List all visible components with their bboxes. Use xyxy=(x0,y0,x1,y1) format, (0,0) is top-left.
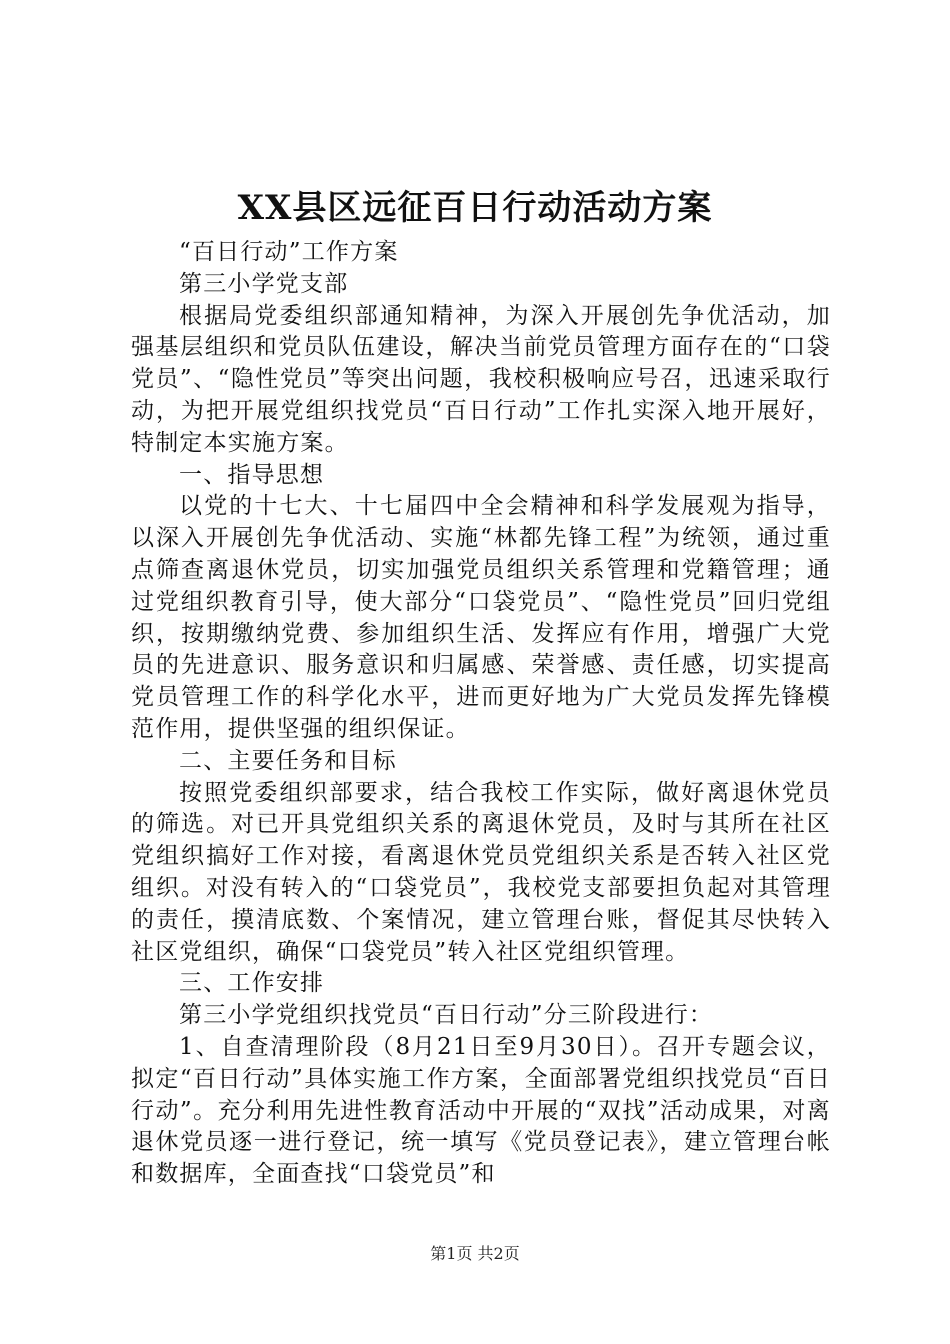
document-title: XX县区远征百日行动活动方案 xyxy=(237,188,713,228)
paragraph-stage-one: 1、自查清理阶段（8月21日至9月30日）。召开专题会议，拟定“百日行动”具体实施工作方案，全面部署党组织找党员“百日行动”。充分利用先进性教育活动中开展的“双找”活动成果，对离退休党员逐一进行登记，统一填写《党员登记表》，建立管理台帐和数据库，全面查找“口袋党员”和 xyxy=(131,1033,831,1188)
document-body xyxy=(131,237,831,1191)
section-heading-guiding-thought: 一、指导思想 xyxy=(179,461,325,488)
section-heading-work-arrangement: 三、工作安排 xyxy=(179,970,325,997)
section-heading-tasks-goals: 二、主要任务和目标 xyxy=(179,747,397,774)
page-footer: 第1页 共2页 xyxy=(430,1244,520,1263)
paragraph-intro: 根据局党委组织部通知精神，为深入开展创先争优活动，加强基层组织和党员队伍建设，解决当前党员管理方面存在的“口袋党员”、“隐性党员”等突出问题，我校积极响应号召，迅速采取行动，为把开展党组织找党员“百日行动”工作扎实深入地开展好，特制定本实施方案。 xyxy=(131,302,831,456)
paragraph-plan-heading: “百日行动”工作方案 xyxy=(179,239,399,265)
paragraph-work-arrangement: 第三小学党组织找党员“百日行动”分三阶段进行： xyxy=(179,1002,714,1029)
paragraph-guiding-thought: 以党的十七大、十七届四中全会精神和科学发展观为指导，以深入开展创先争优活动、实施“林都先锋工程”为统领，通过重点筛查离退休党员，切实加强党员组织关系管理和党籍管理；通过党组织教育引导，使大部分“口袋党员”、“隐性党员”回归党组织，按期缴纳党费、参加组织生活、发挥应有作用，增强广大党员的先进意识、服务意识和归属感、荣誉感、责任感，切实提高党员管理工作的科学化水平，进而更好地为广大党员发挥先锋模范作用，提供坚强的组织保证。 xyxy=(131,493,831,742)
paragraph-organization: 第三小学党支部 xyxy=(179,270,349,297)
paragraph-tasks-goals: 按照党委组织部要求，结合我校工作实际，做好离退休党员的筛选。对已开具党组织关系的离退休党员，及时与其所在社区党组织搞好工作对接，看离退休党员党组织关系是否转入社区党组织。对没有转入的“口袋党员”，我校党支部要担负起对其管理的责任，摸清底数、个案情况，建立管理台账，督促其尽快转入社区党组织，确保“口袋党员”转入社区党组织管理。 xyxy=(131,779,831,965)
